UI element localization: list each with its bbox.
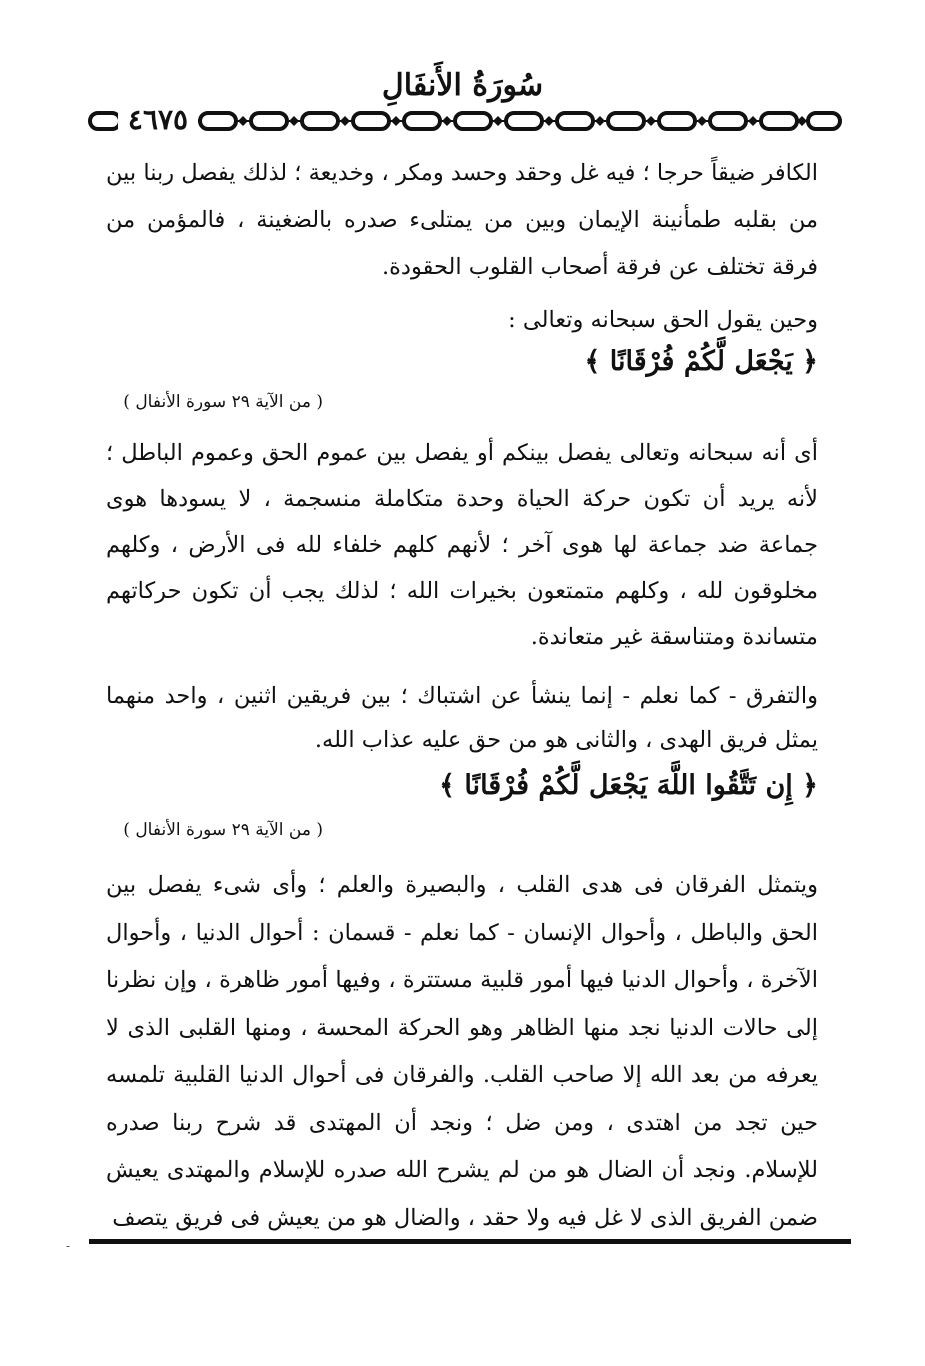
verse-reference-1: ( من الآية ٢٩ سورة الأنفال ) <box>123 392 323 412</box>
verse-intro: وحين يقول الحق سبحانه وتعالى : <box>508 307 818 333</box>
page-number: ٤٦٧٥ <box>118 103 198 137</box>
paragraph-3: والتفرق - كما نعلم - إنما ينشأ عن اشتباك ؛ بين فريقين اثنين ، واحد منهما يمثل فريق الهدى ، والثانى هو من حق عليه عذاب الله. <box>106 683 818 753</box>
paragraph-1: الكافر ضيقاً حرجا ؛ فيه غل وحقد وحسد ومكر ، وخديعة ؛ لذلك يفصل ربنا بين من بقلبه طمأنينة الإيمان وبين من يمتلىء صدره بالضغينة ، فالمؤمن من فرقة تختلف عن فرقة أصحاب القلوب الحقودة. <box>106 160 818 280</box>
header-ornament <box>86 106 846 136</box>
paragraph-4: ويتمثل الفرقان فى هدى القلب ، والبصيرة والعلم ؛ وأى شىء يفصل بين الحق والباطل ، وأحوال الإنسان - كما نعلم - قسمان : أحوال الدنيا ، وأحوال الآخرة ، وأحوال الدنيا فيها أمور قلبية مستترة ، وفيها أمور ظاهرة ، وإن نظرنا إلى حالات الدنيا نجد منها الظاهر وهو الحركة المحسة ، ومنها القلبى الذى لا يعرفه من بعد الله إلا صاحب القلب. والفرقان فى أحوال الدنيا القلبية تلمسه حين تجد من اهتدى ، ومن ضل ؛ ونجد أن المهتدى قد شرح ربنا صدره للإسلام. ونجد أن الضال هو من لم يشرح الله صدره للإسلام والمهتدى يعيش ضمن الفريق الذى لا غل فيه ولا حقد ، والضال هو من يعيش فى فريق يتصف <box>106 872 818 1231</box>
verse-reference-2: ( من الآية ٢٩ سورة الأنفال ) <box>123 820 323 840</box>
margin-mark: - <box>66 1239 71 1253</box>
surah-title: سُورَةُ الأَنفَالِ <box>381 68 544 103</box>
paragraph-2: أى أنه سبحانه وتعالى يفصل بينكم أو يفصل بين عموم الحق وعموم الباطل ؛ لأنه يريد أن تكون حركة الحياة وحدة متكاملة منسجمة ، لا يسودها هوى جماعة ضد جماعة لها هوى آخر ؛ لأنهم كلهم خلفاء لله فى الأرض ، وكلهم مخلوقون لله ، وكلهم متمتعون بخيرات الله ؛ لذلك يجب أن تكون حركاتهم متساندة ومتناسقة غير متعاندة. <box>106 440 818 650</box>
quran-verse-2: ﴿ إِن تَتَّقُوا اللَّهَ يَجْعَل لَّكُمْ فُرْقَانًا ﴾ <box>439 770 818 801</box>
quran-verse-1: ﴿ يَجْعَل لَّكُمْ فُرْقَانًا ﴾ <box>584 346 818 377</box>
footer-rule <box>89 1239 851 1244</box>
